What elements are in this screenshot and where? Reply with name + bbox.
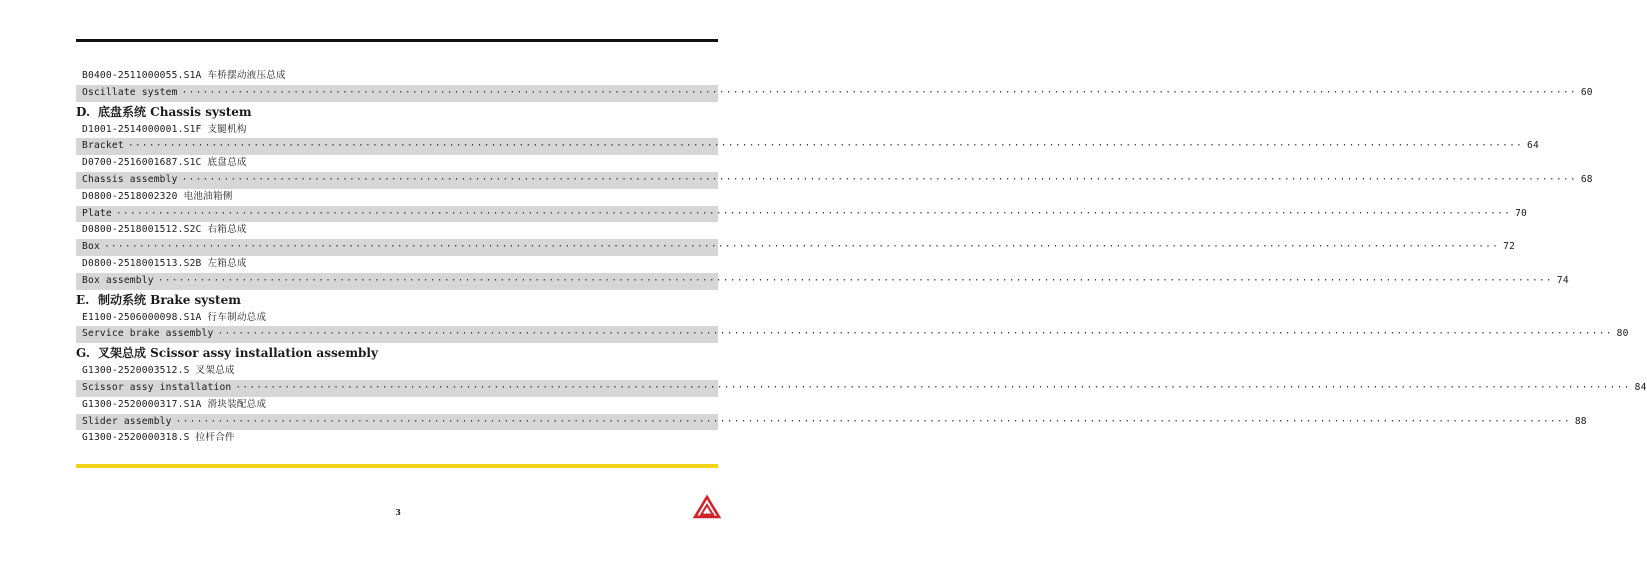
entry-title: Slider assembly xyxy=(82,415,172,427)
part-code-label: B0400-2511000055.S1A 车桥摆动液压总成 xyxy=(82,70,286,81)
entry-title: Bracket xyxy=(82,140,124,152)
toc-code-row[interactable] xyxy=(76,189,718,206)
entry-title: Service brake assembly xyxy=(82,328,214,340)
toc-entry-row[interactable] xyxy=(76,239,1516,256)
toc-code-row[interactable] xyxy=(76,397,718,414)
part-code-label: D0800-2518001512.S2C 右箱总成 xyxy=(82,224,247,236)
section-letter: D. xyxy=(76,104,91,119)
toc-code-row[interactable] xyxy=(76,68,718,85)
dot-leader: ········································································································································································································ xyxy=(175,415,1571,427)
dot-leader: ········································································································································································································ xyxy=(181,173,1577,185)
entry-title: Box xyxy=(82,241,100,253)
part-code-label: G1300-2520000317.S1A 滑块装配总成 xyxy=(82,398,267,410)
toc-entry-row[interactable] xyxy=(76,172,1593,189)
toc-code-row[interactable] xyxy=(76,222,718,239)
part-code-label: E1100-2506000098.S1A 行车制动总成 xyxy=(82,311,267,323)
entry-page-number: 64 xyxy=(1527,140,1539,152)
dot-leader: ········································································································································································································ xyxy=(127,140,1524,152)
part-code-label: D0800-2518001513.S2B 左箱总成 xyxy=(82,257,247,269)
part-code-label: G1300-2520000318.S 拉杆合件 xyxy=(82,432,235,444)
part-code-label: D1001-2514000001.S1F 支腿机构 xyxy=(82,123,247,135)
entry-page-number: 80 xyxy=(1616,328,1629,340)
section-heading xyxy=(76,343,718,363)
entry-title: Box assembly xyxy=(82,274,154,286)
entry-title: Plate xyxy=(82,207,112,219)
toc-code-row[interactable] xyxy=(76,155,718,172)
section-heading xyxy=(76,102,718,122)
toc-entry-row[interactable] xyxy=(76,206,1528,223)
section-letter: G. xyxy=(76,346,90,361)
part-code-label: D0700-2516001687.S1C 底盘总成 xyxy=(82,157,247,169)
toc-code-row[interactable] xyxy=(76,363,718,380)
part-code-label: D0800-2518002320 电池油箱侧 xyxy=(82,190,233,202)
entry-title: Oscillate system xyxy=(82,86,178,98)
entry-page-number: 84 xyxy=(1634,381,1647,393)
dot-leader: ········································································································································································································ xyxy=(217,328,1613,340)
dot-leader: ········································································································································································································ xyxy=(157,274,1553,286)
entry-page-number: 60 xyxy=(1580,86,1593,98)
section-title: 底盘系统 Chassis system xyxy=(98,104,252,119)
toc-code-row[interactable] xyxy=(76,430,718,447)
entry-title: Scissor assy installation xyxy=(82,381,232,393)
entry-title: Chassis assembly xyxy=(82,173,178,185)
toc-code-row[interactable] xyxy=(76,310,718,327)
toc-entry-row[interactable] xyxy=(76,85,1593,102)
page-number: 3 xyxy=(395,507,401,517)
section-letter: E. xyxy=(76,292,90,307)
section-title: 叉架总成 Scissor assy installation assembly xyxy=(98,346,378,361)
entry-page-number: 68 xyxy=(1580,173,1593,185)
header-rule xyxy=(76,39,718,42)
toc-entry-row[interactable] xyxy=(76,138,1539,155)
entry-page-number: 74 xyxy=(1556,274,1569,286)
toc-entry-row[interactable] xyxy=(76,380,1647,397)
toc-code-row[interactable] xyxy=(76,256,718,273)
dot-leader: ········································································································································································································ xyxy=(103,241,1500,253)
section-title: 制动系统 Brake system xyxy=(98,292,241,307)
entry-page-number: 70 xyxy=(1515,207,1528,219)
dot-leader: ········································································································································································································ xyxy=(181,86,1577,98)
part-code-label: G1300-2520003512.S 叉架总成 xyxy=(82,365,235,377)
table-of-contents xyxy=(76,68,1647,447)
entry-page-number: 88 xyxy=(1574,415,1587,427)
toc-code-row[interactable] xyxy=(76,122,718,139)
toc-entry-row[interactable] xyxy=(76,414,1587,431)
dot-leader: ········································································································································································································ xyxy=(115,207,1512,219)
footer-rule xyxy=(76,464,718,468)
dot-leader: ········································································································································································································ xyxy=(235,381,1631,393)
section-heading xyxy=(76,290,718,310)
toc-entry-row[interactable] xyxy=(76,326,1629,343)
logo-text: LGMG xyxy=(696,513,716,519)
toc-entry-row[interactable] xyxy=(76,273,1569,290)
entry-page-number: 72 xyxy=(1503,241,1516,253)
